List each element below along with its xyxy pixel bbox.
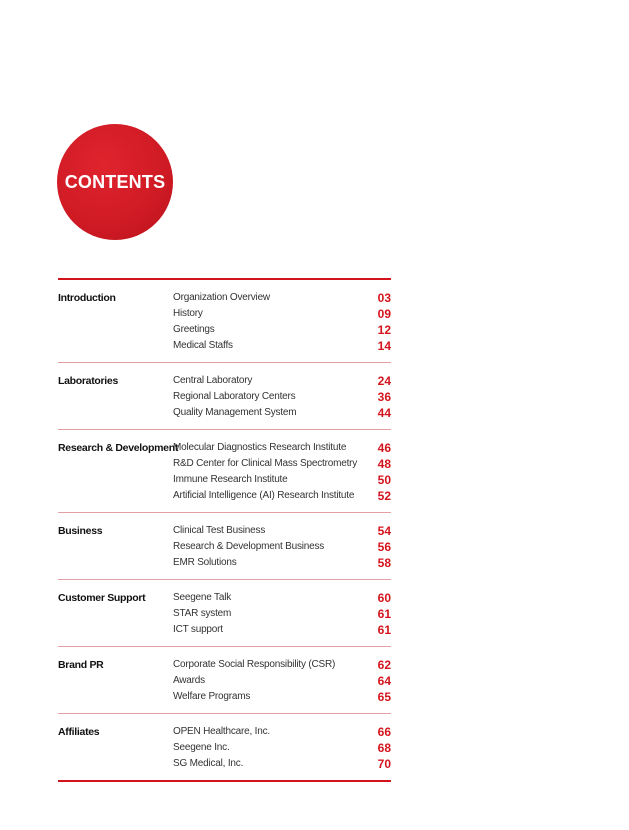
entry-label: SG Medical, Inc. [173,758,244,769]
toc-entry[interactable] [173,290,391,306]
section-title: Business [58,525,103,537]
entry-label: Seegene Talk [173,592,232,603]
toc-entry[interactable] [173,405,391,421]
entry-page: 52 [377,489,391,503]
entry-page: 54 [377,524,391,538]
entry-label: Regional Laboratory Centers [173,391,296,402]
toc-entry[interactable] [173,555,391,571]
toc-entry[interactable] [173,606,391,622]
entry-label: Immune Research Institute [173,474,288,485]
entry-page: 12 [377,323,391,337]
entry-label: Clinical Test Business [173,525,266,536]
entry-label: Artificial Intelligence (AI) Research Institute [173,490,355,501]
toc-entry[interactable] [173,740,391,756]
entry-label: Medical Staffs [173,340,233,351]
entry-page: 24 [377,374,391,388]
toc-section-affiliates [58,714,391,782]
entry-page: 56 [377,540,391,554]
entry-page: 70 [377,757,391,771]
toc-entry[interactable] [173,539,391,555]
toc-section-laboratories [58,363,391,430]
entry-page: 64 [377,674,391,688]
entry-label: Awards [173,675,205,686]
entry-page: 50 [377,473,391,487]
toc-entry[interactable] [173,724,391,740]
toc-section-customer-support [58,580,391,647]
entry-label: ICT support [173,624,223,635]
entry-label: Molecular Diagnostics Research Institute [173,442,347,453]
toc-entry[interactable] [173,322,391,338]
entry-label: STAR system [173,608,232,619]
toc-entry[interactable] [173,689,391,705]
toc-entry[interactable] [173,373,391,389]
entry-label: Greetings [173,324,215,335]
toc-entry[interactable] [173,338,391,354]
entry-label: Welfare Programs [173,691,251,702]
entry-label: EMR Solutions [173,557,237,568]
entry-page: 60 [377,591,391,605]
contents-badge [57,124,173,240]
section-title: Introduction [58,292,116,304]
toc-entry[interactable] [173,488,391,504]
table-of-contents [58,278,391,782]
toc-entry[interactable] [173,673,391,689]
entry-page: 46 [377,441,391,455]
toc-entry[interactable] [173,523,391,539]
toc-entry[interactable] [173,756,391,772]
toc-entry[interactable] [173,306,391,322]
toc-entry[interactable] [173,472,391,488]
section-title: Research & Development [58,442,179,454]
toc-entry[interactable] [173,657,391,673]
section-title: Affiliates [58,726,100,738]
contents-title: CONTENTS [64,171,166,192]
entry-label: Quality Management System [173,407,297,418]
toc-section-introduction [58,280,391,363]
entry-label: History [173,308,203,319]
entry-page: 68 [377,741,391,755]
entry-label: Central Laboratory [173,375,253,386]
toc-section-research-development [58,430,391,513]
entry-label: Seegene Inc. [173,742,230,753]
entry-page: 58 [377,556,391,570]
entry-page: 66 [377,725,391,739]
section-title: Laboratories [58,375,118,387]
entry-page: 44 [377,406,391,420]
toc-entry[interactable] [173,622,391,638]
entry-label: Research & Development Business [173,541,325,552]
toc-entry[interactable] [173,440,391,456]
entry-label: R&D Center for Clinical Mass Spectrometry [173,458,358,469]
entry-page: 48 [377,457,391,471]
entry-page: 03 [377,291,391,305]
entry-page: 61 [377,607,391,621]
section-title: Brand PR [58,659,104,671]
entry-page: 36 [377,390,391,404]
entry-page: 09 [377,307,391,321]
toc-entry[interactable] [173,389,391,405]
section-title: Customer Support [58,592,146,604]
entry-page: 14 [377,339,391,353]
toc-section-brand-pr [58,647,391,714]
entry-label: Corporate Social Responsibility (CSR) [173,659,336,670]
entry-label: Organization Overview [173,292,270,303]
toc-entry[interactable] [173,590,391,606]
toc-section-business [58,513,391,580]
entry-page: 65 [377,690,391,704]
entry-page: 61 [377,623,391,637]
toc-entry[interactable] [173,456,391,472]
entry-page: 62 [377,658,391,672]
entry-label: OPEN Healthcare, Inc. [173,726,270,737]
